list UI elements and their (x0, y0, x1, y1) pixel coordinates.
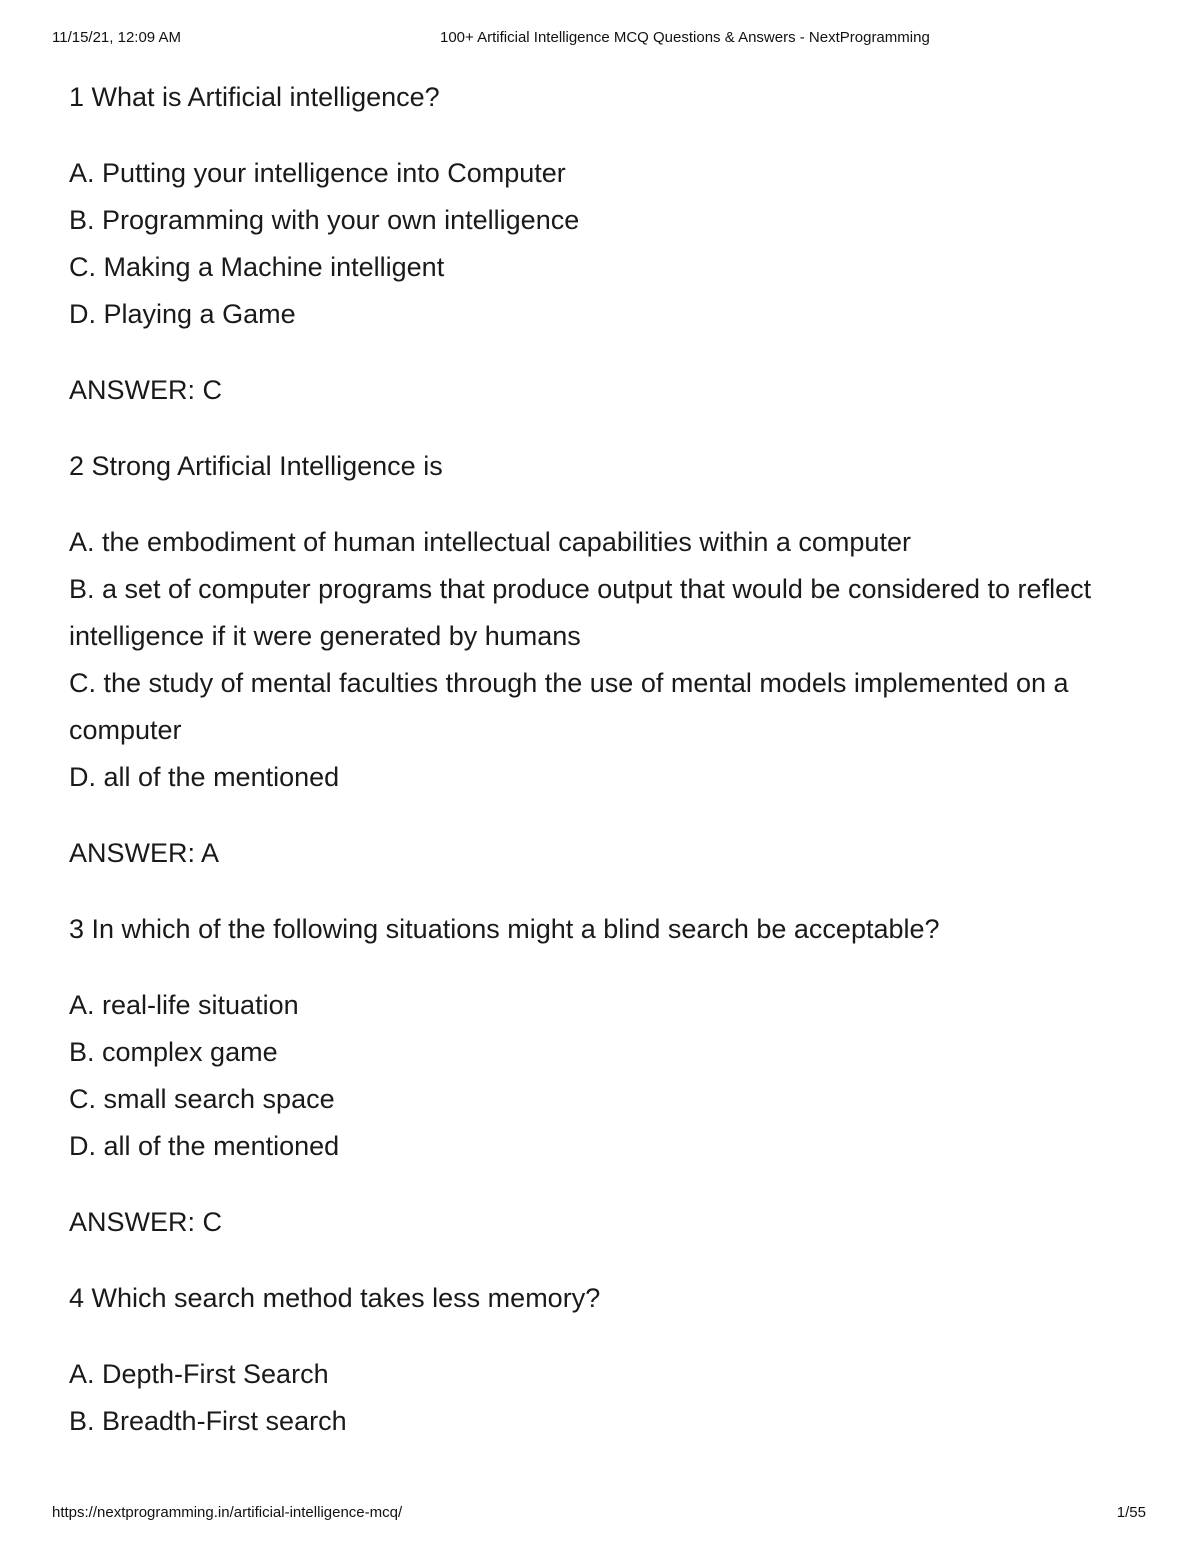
print-footer (0, 1504, 1200, 1524)
option-a: A. the embodiment of human intellectual capabilities within a computer (69, 527, 911, 557)
question-text: 2 Strong Artificial Intelligence is (69, 451, 443, 481)
question-3 (69, 906, 1149, 1246)
options-list (69, 150, 1149, 338)
option-a: A. real-life situation (69, 990, 299, 1020)
options-list (69, 1351, 1149, 1445)
question-text: 1 What is Artificial intelligence? (69, 82, 440, 112)
question-2 (69, 443, 1149, 877)
question-text: 3 In which of the following situations might a blind search be acceptable? (69, 914, 940, 944)
options-list (69, 519, 1149, 801)
option-d: D. Playing a Game (69, 299, 296, 329)
option-c: C. small search space (69, 1084, 335, 1114)
option-b: B. a set of computer programs that produce output that would be considered to reflect intelligence if it were generated by humans (69, 574, 1092, 651)
page-title: 100+ Artificial Intelligence MCQ Questions & Answers - NextProgramming (440, 29, 930, 46)
option-b: B. Programming with your own intelligence (69, 205, 580, 235)
option-c: C. Making a Machine intelligent (69, 252, 445, 282)
options-list (69, 982, 1149, 1170)
answer: ANSWER: A (69, 838, 220, 868)
question-1 (69, 74, 1149, 414)
mcq-content (69, 74, 1149, 1474)
print-date: 11/15/21, 12:09 AM (52, 29, 181, 46)
option-b: B. complex game (69, 1037, 278, 1067)
page-number: 1/55 (1116, 1504, 1146, 1521)
answer: ANSWER: C (69, 1207, 223, 1237)
print-header (0, 29, 1200, 49)
answer: ANSWER: C (69, 375, 223, 405)
option-a: A. Putting your intelligence into Computer (69, 158, 566, 188)
option-a: A. Depth-First Search (69, 1359, 329, 1389)
option-d: D. all of the mentioned (69, 1131, 340, 1161)
option-d: D. all of the mentioned (69, 762, 340, 792)
option-c: C. the study of mental faculties through the use of mental models implemented on a computer (69, 668, 1069, 745)
option-b: B. Breadth-First search (69, 1406, 347, 1436)
page-url: https://nextprogramming.in/artificial-intelligence-mcq/ (52, 1504, 403, 1521)
question-text: 4 Which search method takes less memory? (69, 1283, 601, 1313)
question-4 (69, 1275, 1149, 1445)
